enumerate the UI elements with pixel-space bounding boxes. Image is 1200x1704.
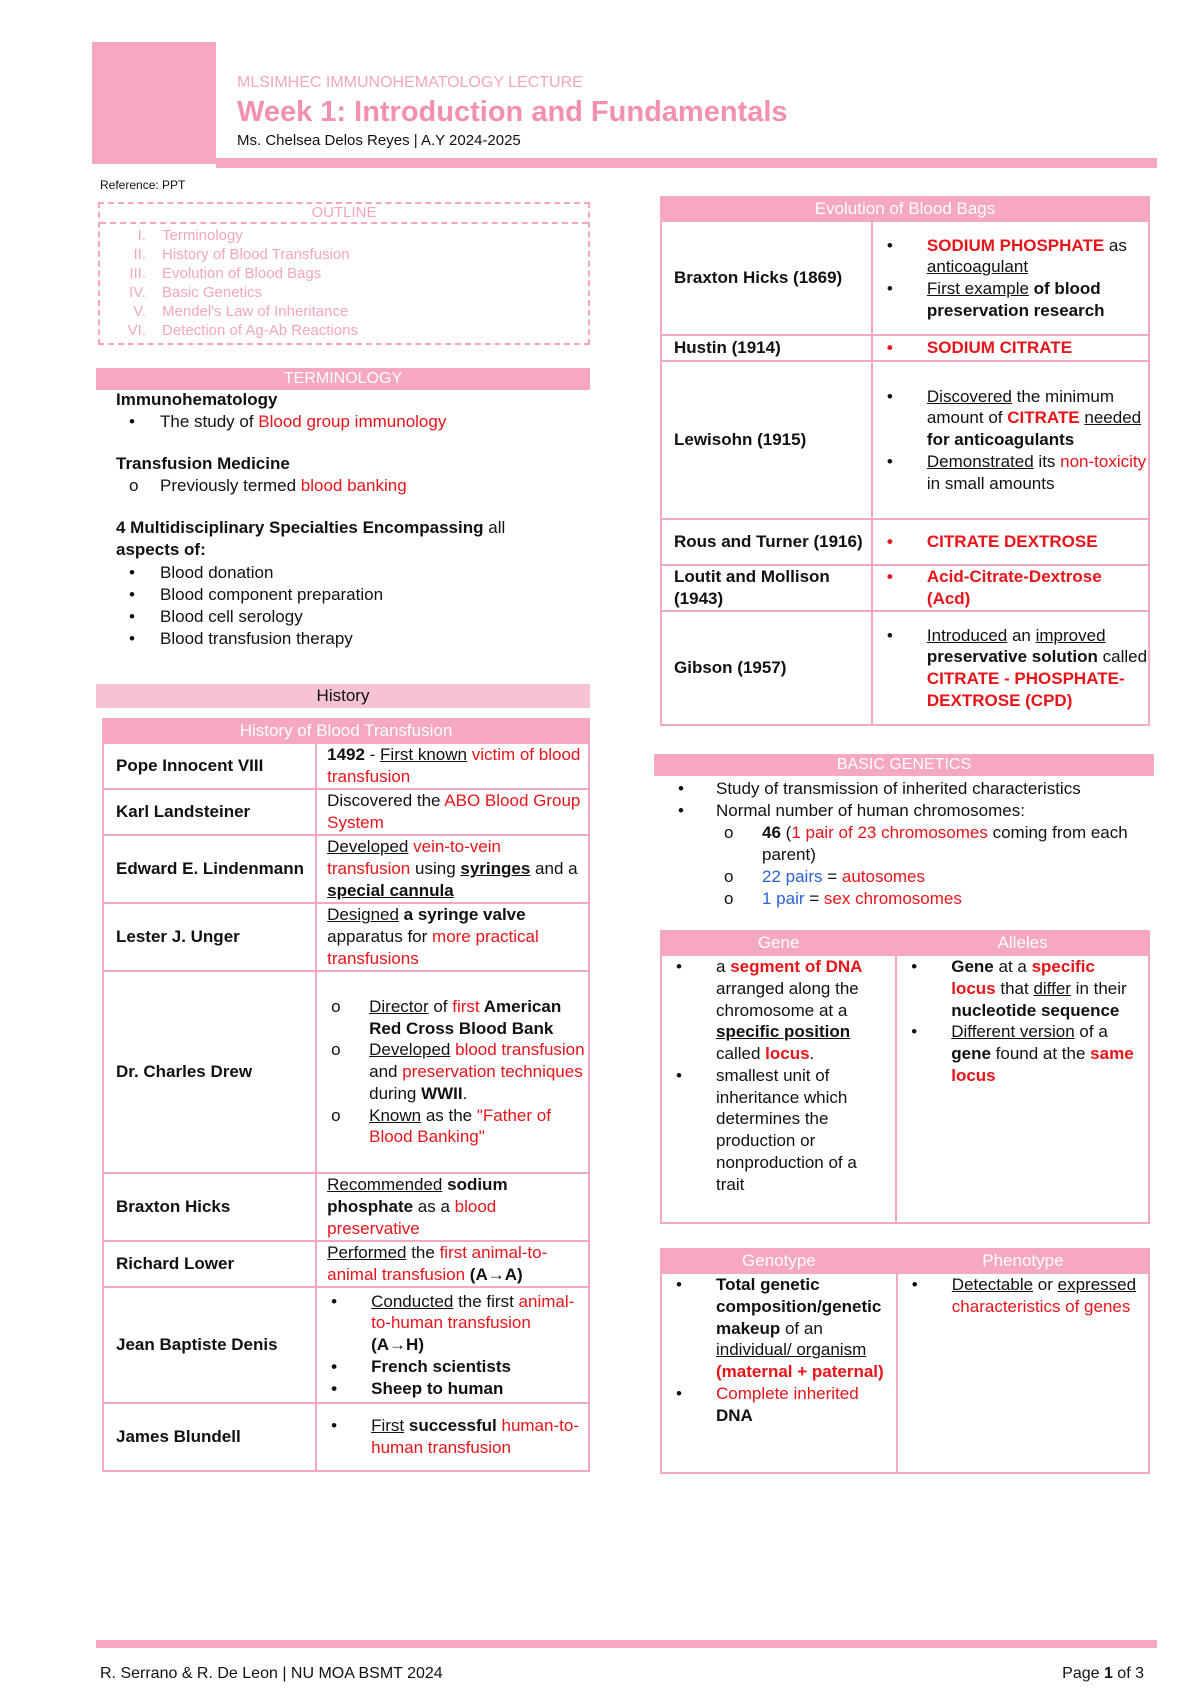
gene-alleles-table (660, 930, 1150, 1224)
outline-box (98, 202, 590, 345)
table-row: • Total genetic composition/genetic makeup of an individual/ organism (maternal + paternal) • Complete inherited DNA • Detectable or expressed characteristics of genes (661, 1273, 1149, 1473)
history-bar: History (96, 684, 590, 708)
genetics-subpoint: o 22 pairs = autosomes (664, 866, 1154, 888)
genetics-point: • Study of transmission of inherited characteristics (664, 778, 1154, 800)
table-row: Pope Innocent VIII 1492 - First known victim of blood transfusion (103, 743, 589, 789)
reference-note: Reference: PPT (100, 178, 186, 192)
outline-title: OUTLINE (100, 204, 588, 224)
phenotype-header: Phenotype (897, 1249, 1149, 1273)
outline-item[interactable]: IV. Basic Genetics (129, 284, 263, 301)
terminology-section (116, 389, 586, 650)
table-row: Gibson (1957) • Introduced an improved preservative solution called CITRATE - PHOSPHATE-DEXTROSE (CPD) (661, 611, 1149, 725)
tm-definition: o Previously termed blood banking (116, 475, 586, 497)
page-title: Week 1: Introduction and Fundamentals (237, 96, 788, 128)
footer-divider (96, 1640, 1157, 1648)
outline-list (100, 224, 588, 340)
basic-genetics-bar: BASIC GENETICS (654, 754, 1154, 776)
table-row: Hustin (1914) • SODIUM CITRATE (661, 335, 1149, 361)
immuno-definition: • The study of Blood group immunology (116, 411, 586, 433)
outline-item[interactable]: II. History of Blood Transfusion (133, 246, 350, 263)
page-subtitle: Ms. Chelsea Delos Reyes | A.Y 2024-2025 (237, 132, 521, 149)
page-number: Page 1 of 3 (1062, 1665, 1144, 1682)
outline-item[interactable]: V. Mendel's Law of Inheritance (133, 303, 349, 320)
table-row: Richard Lower Performed the first animal-to-animal transfusion (A→A) (103, 1241, 589, 1287)
blood-bags-table (660, 196, 1150, 726)
table-row: Dr. Charles Drew o Director of first American Red Cross Blood Bank o Developed blood transfusion and preservation techniques during WWII. o Known as the "Father of Blood Banking" (103, 971, 589, 1173)
immuno-heading: Immunohematology (116, 390, 278, 409)
footer-authors: R. Serrano & R. De Leon | NU MOA BSMT 2024 (100, 1665, 443, 1682)
genotype-phenotype-table (660, 1248, 1150, 1474)
specialty-item: • Blood component preparation (116, 584, 586, 606)
specialties-heading: 4 Multidisciplinary Specialties Encompassing all aspects of: (116, 518, 506, 560)
alleles-header: Alleles (896, 931, 1149, 955)
genetics-subpoint: o 46 (1 pair of 23 chromosomes coming from each parent) (664, 822, 1154, 866)
history-table (102, 718, 590, 1472)
header-divider (216, 158, 1157, 168)
gene-header: Gene (661, 931, 896, 955)
table-row: Lewisohn (1915) • Discovered the minimum amount of CITRATE needed for anticoagulants • Demonstrated its non-toxicity in small amounts (661, 361, 1149, 519)
genetics-subpoint: o 1 pair = sex chromosomes (664, 888, 1154, 910)
blood-bags-title: Evolution of Blood Bags (661, 197, 1149, 221)
genotype-header: Genotype (661, 1249, 897, 1273)
table-row: Jean Baptiste Denis • Conducted the first animal-to-human transfusion (A→H) • French scientists • Sheep to human (103, 1287, 589, 1403)
basic-genetics-section (664, 778, 1154, 911)
table-row: Karl Landsteiner Discovered the ABO Blood Group System (103, 789, 589, 835)
terminology-bar: TERMINOLOGY (96, 368, 590, 390)
table-row: Loutit and Mollison (1943) • Acid-Citrate-Dextrose (Acd) (661, 565, 1149, 611)
table-row: Braxton Hicks Recommended sodium phosphate as a blood preservative (103, 1173, 589, 1241)
header-accent-block (92, 42, 216, 164)
table-row: Braxton Hicks (1869) • SODIUM PHOSPHATE as anticoagulant • First example of blood preservation research (661, 221, 1149, 335)
outline-item[interactable]: VI. Detection of Ag-Ab Reactions (127, 322, 358, 339)
table-row: Rous and Turner (1916) • CITRATE DEXTROSE (661, 519, 1149, 565)
specialty-item: • Blood cell serology (116, 606, 586, 628)
table-row: Edward E. Lindenmann Developed vein-to-vein transfusion using syringes and a special cannula (103, 835, 589, 903)
outline-item[interactable]: III. Evolution of Blood Bags (129, 265, 322, 282)
table-row: James Blundell • First successful human-to-human transfusion (103, 1403, 589, 1471)
table-row: Lester J. Unger Designed a syringe valve apparatus for more practical transfusions (103, 903, 589, 971)
tm-heading: Transfusion Medicine (116, 454, 290, 474)
history-table-title: History of Blood Transfusion (103, 719, 589, 743)
specialty-item: • Blood donation (116, 562, 586, 584)
specialty-item: • Blood transfusion therapy (116, 628, 586, 650)
table-row: • a segment of DNA arranged along the chromosome at a specific position called locus. • smallest unit of inheritance which determines the production or nonproduction of a trait • Gene at a specific locus that differ in their nucleotide sequence • Different version of a gene found at the same locus (661, 955, 1149, 1223)
genetics-point: • Normal number of human chromosomes: (664, 800, 1154, 822)
outline-item[interactable]: I. Terminology (137, 227, 243, 244)
course-title: MLSIMHEC IMMUNOHEMATOLOGY LECTURE (237, 74, 583, 91)
